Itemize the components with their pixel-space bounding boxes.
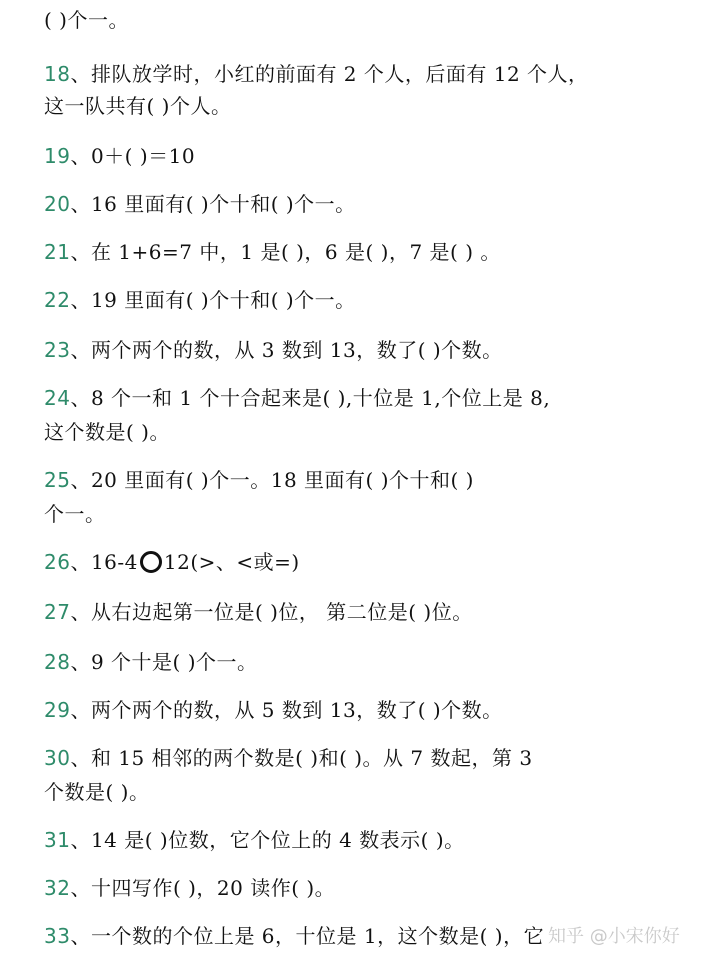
- question-17-tail: ( )个一。: [44, 8, 129, 32]
- question-number: 25: [44, 468, 71, 492]
- question-text: 、9 个十是( )个一。: [70, 650, 258, 674]
- question-number: 20: [44, 192, 71, 216]
- question-number: 27: [44, 600, 71, 624]
- question-24-cont: [44, 416, 170, 448]
- question-25-cont: [44, 498, 106, 530]
- question-text: 、20 里面有( )个一。18 里面有( )个十和( ): [70, 468, 474, 492]
- question-29: [44, 694, 503, 726]
- question-number: 28: [44, 650, 71, 674]
- question-text: 、两个两个的数，从 3 数到 13，数了( )个数。: [70, 338, 503, 362]
- question-text: 、十四写作( )，20 读作( )。: [70, 876, 336, 900]
- question-28: [44, 646, 258, 678]
- question-text: 、16-4: [70, 550, 138, 574]
- question-30-cont: [44, 776, 149, 808]
- question-text: 、和 15 相邻的两个数是( )和( )。从 7 数起，第 3: [70, 746, 533, 770]
- question-number: 31: [44, 828, 71, 852]
- question-text: 、8 个一和 1 个十合起来是( ),十位是 1,个位上是 8,: [70, 386, 551, 410]
- question-text: 个数是( )。: [44, 780, 150, 804]
- question-text: 这一队共有( )个人。: [44, 94, 232, 118]
- question-18-cont: [44, 90, 231, 122]
- question-text: 这个数是( )。: [44, 420, 170, 444]
- question-text: 、一个数的个位上是 6，十位是 1，这个数是( )，它: [70, 924, 545, 948]
- question-23: [44, 334, 503, 366]
- comparison-circle-icon: [140, 551, 162, 573]
- question-25: [44, 464, 474, 496]
- question-26: [44, 546, 300, 578]
- question-number: 18: [44, 62, 71, 86]
- question-text: 、19 里面有( )个十和( )个一。: [70, 288, 356, 312]
- question-27: [44, 596, 473, 628]
- watermark-text: 知乎 @小宋你好: [548, 926, 680, 947]
- question-text: 12(>、<或=): [163, 550, 300, 574]
- question-text: 、在 1+6=7 中，1 是( )，6 是( )，7 是( ) 。: [70, 240, 501, 264]
- question-text: 个一。: [44, 502, 106, 526]
- question-number: 30: [44, 746, 71, 770]
- question-text: 、16 里面有( )个十和( )个一。: [70, 192, 356, 216]
- question-20: [44, 188, 356, 220]
- question-text: 、14 是( )位数，它个位上的 4 数表示( )。: [70, 828, 465, 852]
- question-31: [44, 824, 465, 856]
- question-number: 22: [44, 288, 71, 312]
- question-number: 33: [44, 924, 71, 948]
- question-21: [44, 236, 501, 268]
- question-33: [44, 920, 544, 952]
- question-number: 32: [44, 876, 71, 900]
- question-text: 、从右边起第一位是( )位， 第二位是( )位。: [70, 600, 473, 624]
- question-text: 、0＋( )＝10: [70, 144, 196, 168]
- question-number: 21: [44, 240, 71, 264]
- question-number: 26: [44, 550, 71, 574]
- question-number: 29: [44, 698, 71, 722]
- question-number: 23: [44, 338, 71, 362]
- question-number: 19: [44, 144, 71, 168]
- question-32: [44, 872, 335, 904]
- question-19: [44, 140, 195, 172]
- question-text: 、两个两个的数，从 5 数到 13，数了( )个数。: [70, 698, 503, 722]
- question-number: 24: [44, 386, 71, 410]
- question-30: [44, 742, 533, 774]
- question-18: [44, 58, 589, 90]
- question-24: [44, 382, 550, 414]
- question-text: 、排队放学时，小红的前面有 2 个人，后面有 12 个人，: [70, 62, 589, 86]
- question-22: [44, 284, 356, 316]
